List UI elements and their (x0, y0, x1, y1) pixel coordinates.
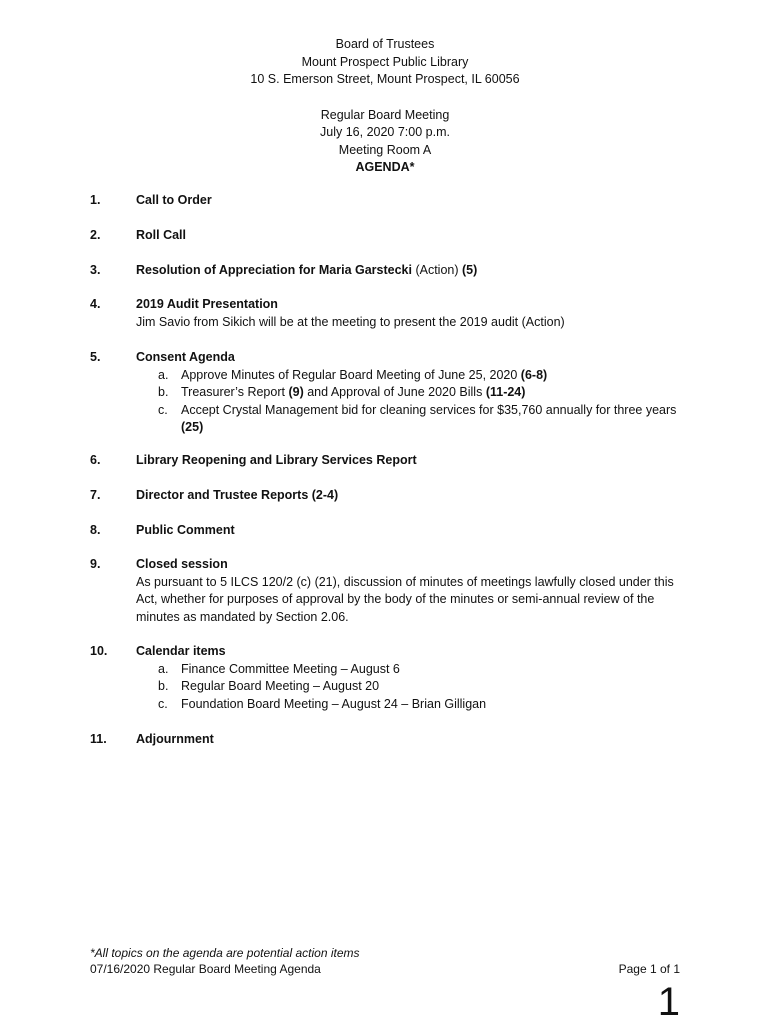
sub-item-page-ref: (25) (181, 420, 204, 434)
item-title: Adjournment (136, 732, 214, 746)
agenda-item-7 (90, 487, 710, 505)
sub-item-letter: a. (158, 661, 169, 676)
agenda-item-1 (90, 192, 710, 210)
item-number: 11. (90, 732, 107, 746)
agenda-item-4 (90, 296, 710, 331)
agenda-item-9 (90, 556, 710, 626)
item-description: Jim Savio from Sikich will be at the meeting to present the 2019 audit (Action) (136, 314, 565, 329)
sub-item-text: Regular Board Meeting – August 20 (181, 679, 380, 693)
item-title: Library Reopening and Library Services Report (136, 453, 417, 467)
address: 10 S. Emerson Street, Mount Prospect, IL 60056 (250, 72, 520, 86)
sub-item-text: Approve Minutes of Regular Board Meeting of June 25, 2020 (181, 367, 521, 382)
sub-item-text: Accept Crystal Management bid for cleaning services for $35,760 annually for three years (181, 402, 680, 417)
agenda-item-3 (90, 262, 710, 280)
item-number: 3. (90, 263, 101, 277)
sub-item-text: Foundation Board Meeting – August 24 – Brian Gilligan (181, 696, 487, 711)
item-number: 1. (90, 193, 101, 207)
item-title: Calendar items (136, 644, 226, 658)
sub-item-b (136, 678, 710, 696)
meeting-room: Meeting Room A (338, 142, 432, 157)
sub-item-letter: c. (158, 696, 168, 711)
agenda-item-5 (90, 349, 710, 437)
item-number: 4. (90, 297, 101, 311)
item-title: Consent Agenda (136, 350, 235, 364)
item-title: Roll Call (136, 228, 187, 242)
item-action: (Action) (411, 263, 462, 277)
item-title: Director and Trustee Reports (2-4) (136, 488, 339, 502)
library-name: Mount Prospect Public Library (301, 54, 469, 69)
org-name: Board of Trustees (335, 37, 435, 51)
item-description: As pursuant to 5 ILCS 120/2 (c) (21), discussion of minutes of meetings lawfully closed under this Act, whether for purposes of approval by the body of the minutes or semi-annual review of the minutes as mandated by Section 2.06. (136, 574, 674, 624)
meeting-date: July 16, 2020 7:00 p.m. (320, 125, 450, 139)
sub-item-page-ref: (6-8) (520, 367, 548, 382)
item-number: 6. (90, 453, 101, 467)
item-title: Public Comment (136, 523, 235, 537)
footer-note: *All topics on the agenda are potential action items (90, 946, 360, 960)
item-page-ref: (5) (462, 263, 478, 277)
footer-document-title: 07/16/2020 Regular Board Meeting Agenda (90, 962, 321, 976)
sub-item-letter: b. (158, 385, 169, 399)
sub-item-c (136, 402, 681, 437)
agenda-item-2 (90, 227, 710, 245)
document-header (0, 36, 770, 177)
item-title: Resolution of Appreciation for Maria Garstecki (136, 263, 412, 277)
sub-item-letter: b. (158, 679, 169, 693)
sub-item-c (136, 696, 710, 714)
agenda-item-8 (90, 522, 710, 540)
item-title: 2019 Audit Presentation (136, 297, 278, 311)
agenda-item-11 (90, 731, 710, 749)
meeting-type: Regular Board Meeting (320, 107, 450, 122)
sub-item-text: Finance Committee Meeting – August 6 (181, 661, 400, 676)
page-number: 1 (657, 980, 680, 1024)
sub-item-a (136, 661, 710, 679)
sub-item-page-ref: (11-24) (485, 385, 526, 399)
sub-item-text: and Approval of June 2020 Bills (303, 385, 486, 399)
sub-item-letter: c. (158, 402, 168, 417)
item-number: 5. (90, 350, 101, 364)
agenda-title: AGENDA* (355, 160, 415, 174)
sub-item-a (136, 367, 710, 385)
item-title: Call to Order (136, 193, 212, 207)
item-number: 7. (90, 488, 101, 502)
sub-item-letter: a. (158, 367, 169, 382)
sub-item-b (136, 384, 710, 402)
sub-item-text: Treasurer’s Report (181, 385, 289, 399)
agenda-item-10 (90, 643, 710, 713)
sub-item-page-ref: (9) (288, 385, 304, 399)
item-number: 2. (90, 228, 101, 242)
item-number: 9. (90, 557, 101, 571)
agenda-item-6 (90, 452, 710, 470)
item-number: 10. (90, 644, 108, 658)
item-title: Closed session (136, 557, 228, 571)
item-number: 8. (90, 523, 101, 537)
footer-page-of: Page 1 of 1 (618, 962, 680, 976)
